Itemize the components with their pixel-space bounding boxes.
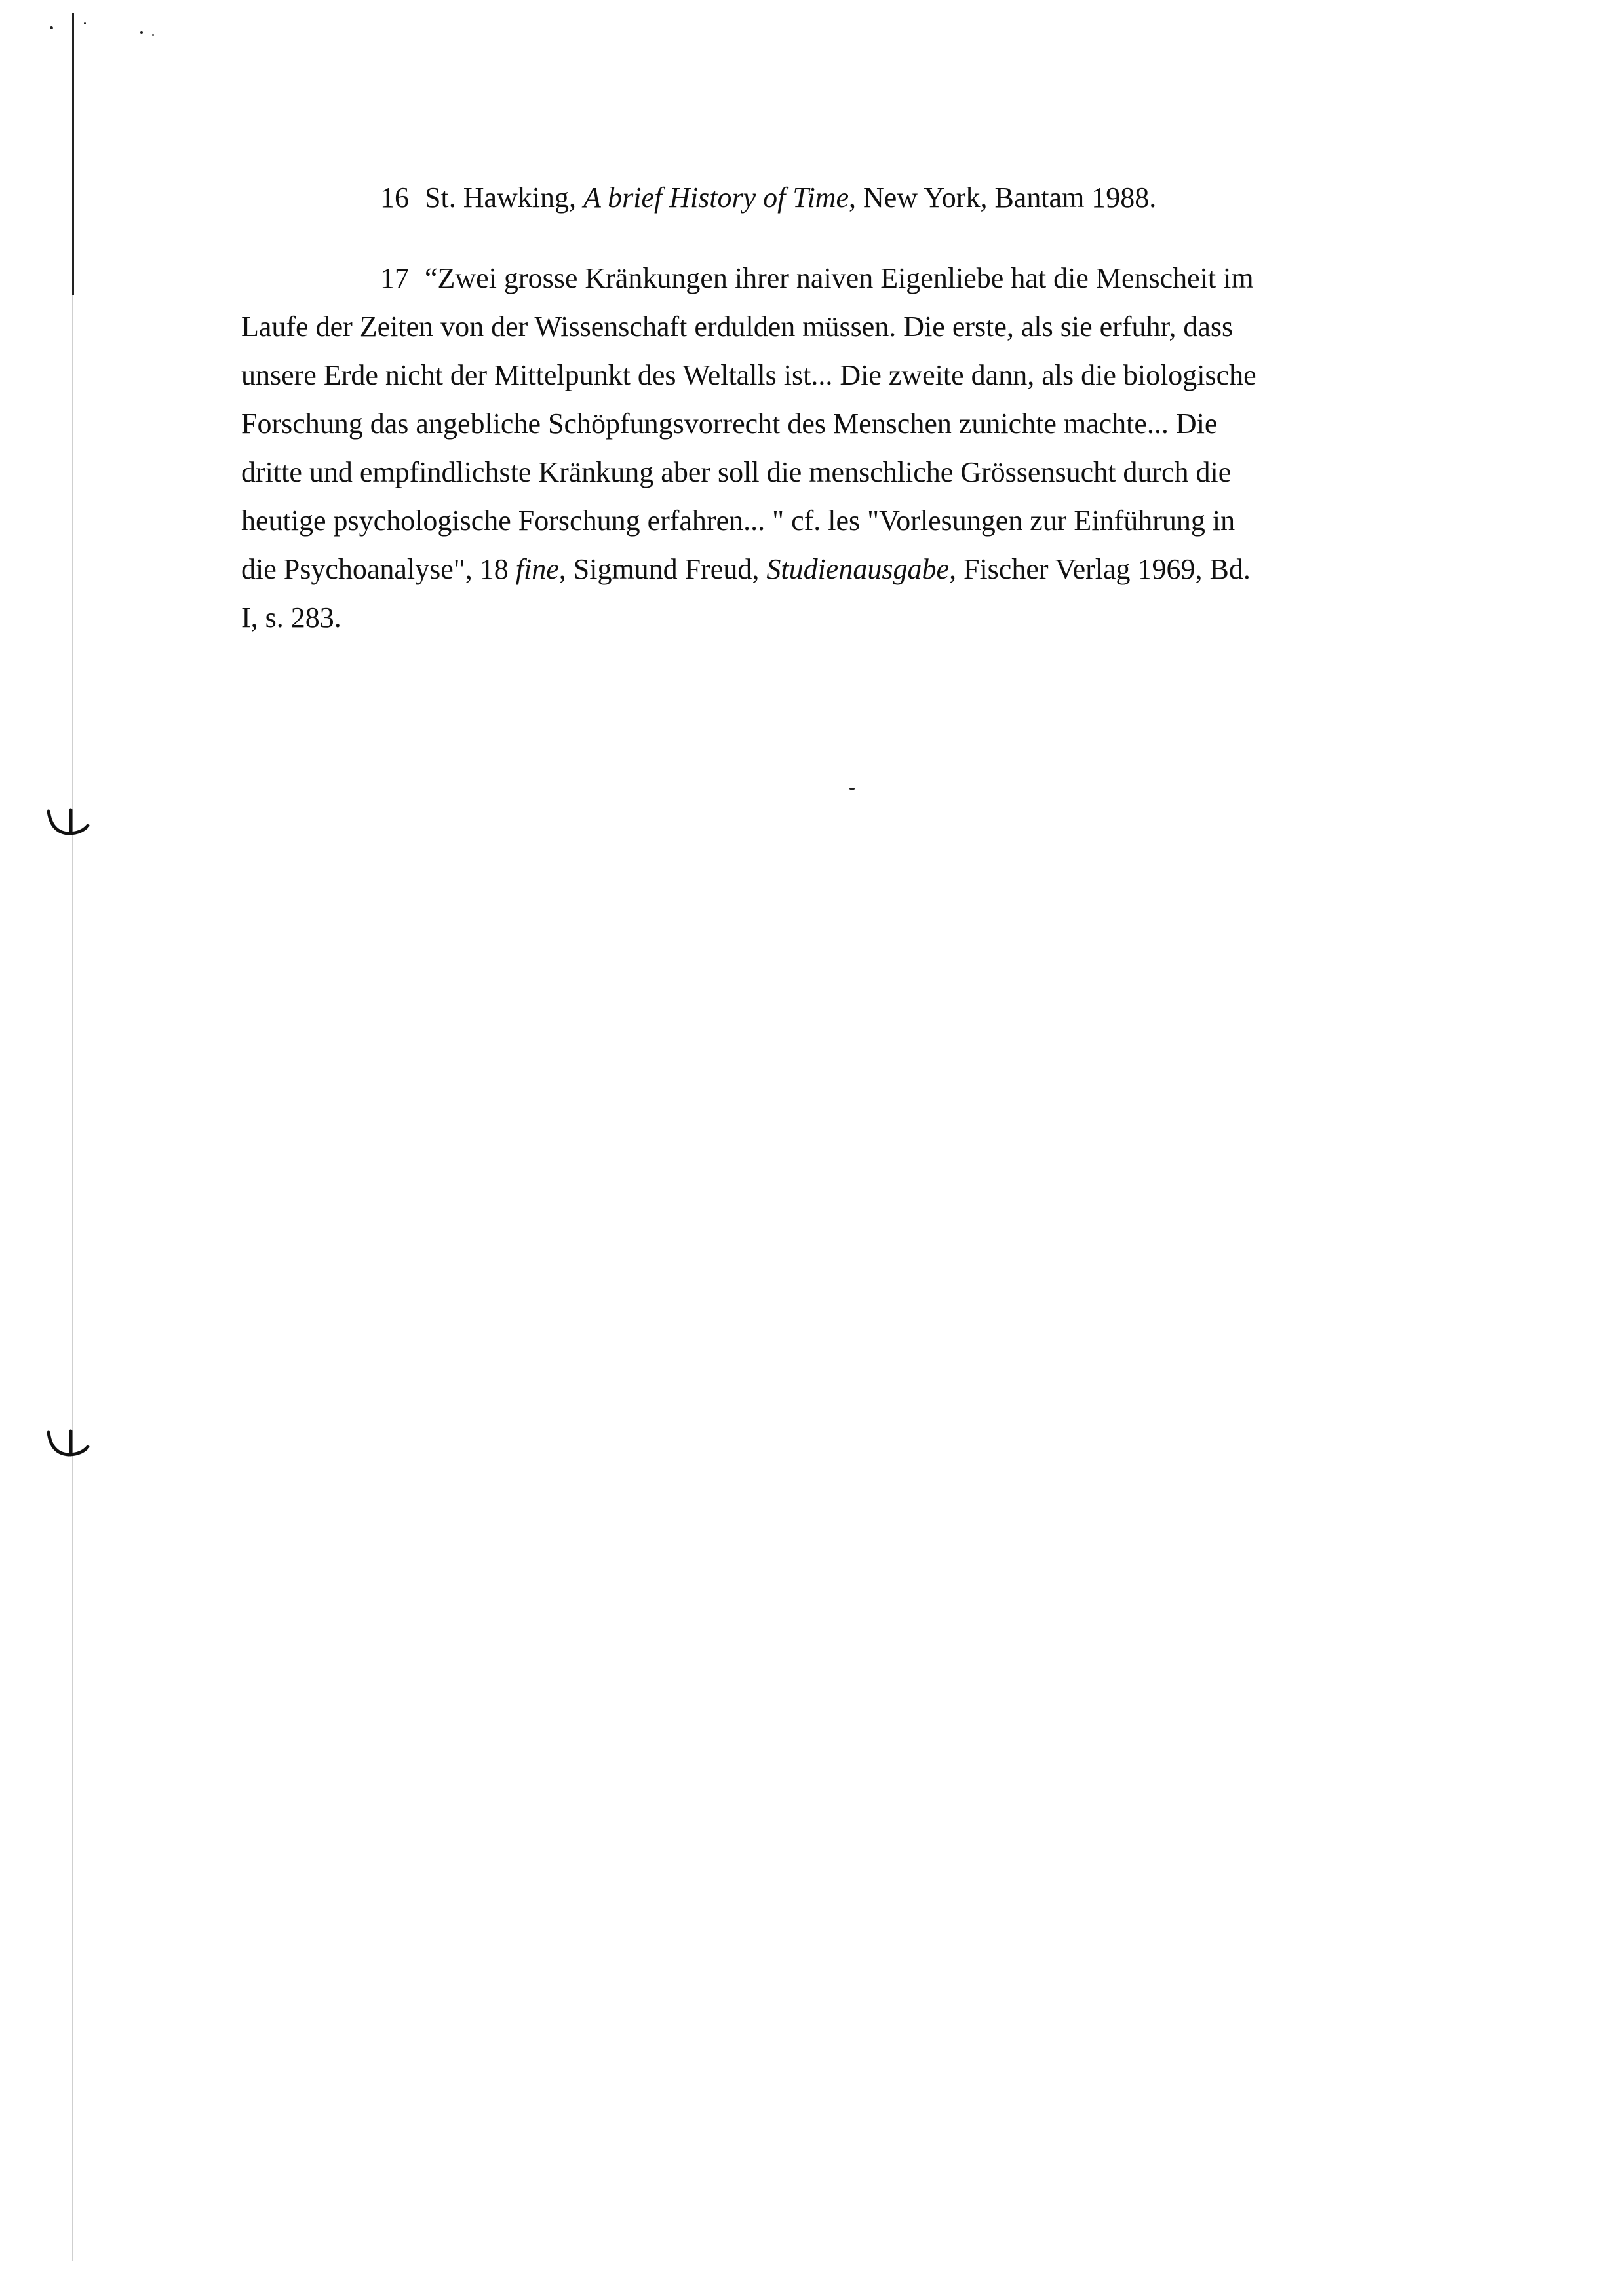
footnote-text: die Psychoanalyse", 18	[241, 553, 516, 585]
footnote-17	[241, 254, 1256, 642]
footnote-author: St. Hawking,	[425, 182, 576, 214]
scan-speck	[84, 22, 86, 24]
scan-binding-edge	[72, 13, 74, 295]
scan-speck	[140, 31, 143, 34]
footnote-line: unsere Erde nicht der Mittelpunkt des Weltalls ist... Die zweite dann, als die biologische	[241, 359, 1256, 391]
scan-speck	[849, 788, 855, 790]
scan-speck	[50, 26, 53, 29]
footnote-work-title: Studienausgabe,	[766, 553, 956, 585]
footnote-publisher: , New York, Bantam 1988.	[848, 182, 1157, 214]
footnote-text: , Sigmund Freud,	[558, 553, 767, 585]
punch-hole-mark	[45, 806, 90, 845]
footnote-line	[241, 254, 1256, 303]
footnote-text: “Zwei grosse Kränkungen ihrer naiven Eigenliebe hat die Menscheit im	[425, 262, 1254, 294]
footnote-16	[380, 174, 1156, 222]
footnote-line: Laufe der Zeiten von der Wissenschaft erdulden müssen. Die erste, als sie erfuhr, dass	[241, 311, 1234, 343]
footnote-line: I, s. 283.	[241, 602, 341, 634]
footnote-line	[241, 545, 1256, 594]
footnote-line: dritte und empfindlichste Kränkung aber soll die menschliche Grössensucht durch die	[241, 456, 1232, 488]
footnote-text: Fischer Verlag 1969, Bd.	[956, 553, 1251, 585]
footnote-italic-term: fine	[515, 553, 559, 585]
footnote-number: 16	[380, 182, 409, 214]
footnote-number: 17	[380, 262, 409, 294]
footnote-book-title: A brief History of Time	[583, 182, 849, 214]
scan-speck	[152, 34, 154, 36]
footnote-line: Forschung das angebliche Schöpfungsvorrecht des Menschen zunichte machte... Die	[241, 408, 1218, 440]
punch-hole-mark	[45, 1427, 90, 1466]
scan-binding-edge-faint	[72, 295, 73, 2261]
footnote-line: heutige psychologische Forschung erfahren... " cf. les "Vorlesungen zur Einführung in	[241, 505, 1236, 537]
